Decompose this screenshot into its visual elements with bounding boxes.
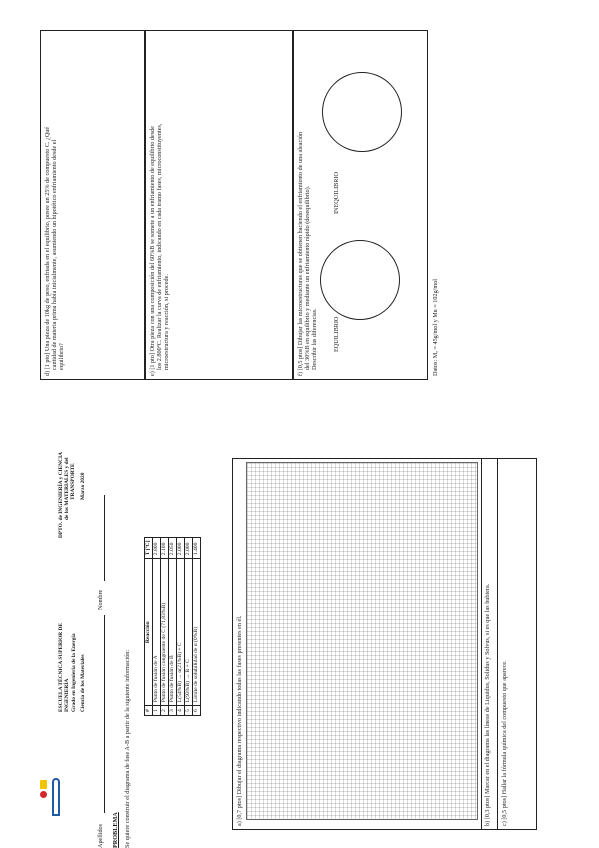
table-row <box>193 537 201 715</box>
exam-date: Marzo 2020 <box>80 472 86 500</box>
table-cell: Punto de fusión congruente de C (71,83%B) <box>161 559 169 706</box>
problem-intro: Se quiere construir el diagrama de fase A-B a partir de la siguiente información: <box>124 649 131 848</box>
question-b: b) [0,3 ptos] Marcar en el diagrama las líneas de Liquidus, Solidus y Solvus, si es que las hubiera. <box>484 583 491 826</box>
table-row <box>185 537 193 715</box>
table-cell: 2.100 <box>161 537 169 559</box>
table-cell: L(93%B) → B + C <box>185 559 193 706</box>
table-cell: 2.800 <box>153 537 161 559</box>
table-cell: 2.050 <box>169 537 177 559</box>
inequilibrio-microstructure-circle[interactable] <box>322 72 402 152</box>
question-e-line2: los 2.800ºC. Realizar la curva de enfriamiento, indicando en cada tramo fases, microconstituyentes, <box>156 123 163 370</box>
question-d-line3: equilibrio? <box>58 343 65 370</box>
table-header-cell: T [ºC] <box>145 537 153 559</box>
question-f-line1: f) [0,5 ptos] Dibujar las microestructuras que se obtienen haciendo el enfriamiento de una aleación <box>297 131 304 376</box>
table-cell: 1.400 <box>193 537 201 559</box>
table-cell: L(54%B) → α(21%B) + C <box>177 559 185 706</box>
nombre-line <box>104 495 105 581</box>
table-row <box>153 537 161 715</box>
table-header-cell: Reacción <box>145 559 153 706</box>
table-cell: 4 <box>177 706 185 716</box>
logo-red-shape <box>40 791 47 798</box>
logo-yellow-shape <box>40 780 47 789</box>
table-cell: 2.000 <box>185 537 193 559</box>
equilibrio-microstructure-circle[interactable] <box>320 240 400 320</box>
inequilibrio-label: INEQUILIBRIO <box>333 172 340 214</box>
table-cell: 6 <box>193 706 201 716</box>
table-row <box>169 537 177 715</box>
school-name-line2: INGENIERÍA <box>64 678 70 712</box>
table-row <box>161 537 169 715</box>
table-header-cell: # <box>145 706 153 716</box>
question-a: a) [0,7 ptos] Dibujar el diagrama respectivo indicando todas las fases presentes en él. <box>236 615 243 826</box>
table-cell: 5 <box>185 706 193 716</box>
problem-title: PROBLEMA <box>112 812 119 848</box>
degree-name: Grado en Ingeniería de la Energía <box>71 633 77 712</box>
reaction-table <box>144 537 201 716</box>
table-cell: Punto de fusión de A <box>153 559 161 706</box>
question-c: c) [0,5 ptos] Hallar la fórmula química del compuesto que aparece. <box>501 660 508 826</box>
equilibrio-label: EQUILIBRIO <box>333 316 340 352</box>
table-cell: Límite de solubilidad de α (0%B) <box>193 559 201 706</box>
divider-c <box>497 458 498 830</box>
question-d-line1: d) [1 pto] Una pieza de 10kg de peso, enfriada en el equilibrio, posee un 25% de compuesto C. ¿Qué <box>44 126 51 376</box>
table-cell: 2.000 <box>177 537 185 559</box>
graph-paper-grid[interactable] <box>246 462 478 820</box>
apellidos-label: Apellidos <box>97 823 104 848</box>
dept-line3: TRANSPORTE <box>70 463 76 500</box>
table-cell: 1 <box>153 706 161 716</box>
data-molar-masses: Datos: Mₐ = 45g/mol y Mʙ = 102g/mol <box>432 278 439 376</box>
dept-line1: DPTO. de INGENIERÍA y CIENCIA <box>58 451 64 538</box>
dept-line2: de los MATERIALES y del <box>64 457 70 520</box>
nombre-label: Nombre <box>97 589 104 610</box>
question-f-line3: Describir las diferencias. <box>311 308 318 370</box>
table-cell: Punto de fusión de B <box>169 559 177 706</box>
table-cell: 2 <box>161 706 169 716</box>
table-header-row <box>145 537 153 715</box>
question-e-line1: e) [1 pto] Otra pieza con una composición del 60%B se somete a un enfriamiento de equilibrio desde <box>149 126 156 376</box>
logo-blue-shape <box>52 778 60 816</box>
question-d-line2: cantidad de materia prima había inicialmente, asumiendo un hipotético enfriamiento desde el <box>51 139 58 370</box>
table-cell: 3 <box>169 706 177 716</box>
school-name-line1: ESCUELA TÉCNICA SUPERIOR DE <box>58 622 64 712</box>
question-f-line2: del 30%B en equilibrio y mediante un enfriamiento rápido (desequilibrio). <box>304 185 311 370</box>
apellidos-line <box>104 615 105 813</box>
subject-name: Ciencia de los Materiales <box>80 654 86 712</box>
question-e-line3: microestructura y reacción, si procede. <box>163 274 170 370</box>
table-row <box>177 537 185 715</box>
divider-b <box>481 458 482 830</box>
